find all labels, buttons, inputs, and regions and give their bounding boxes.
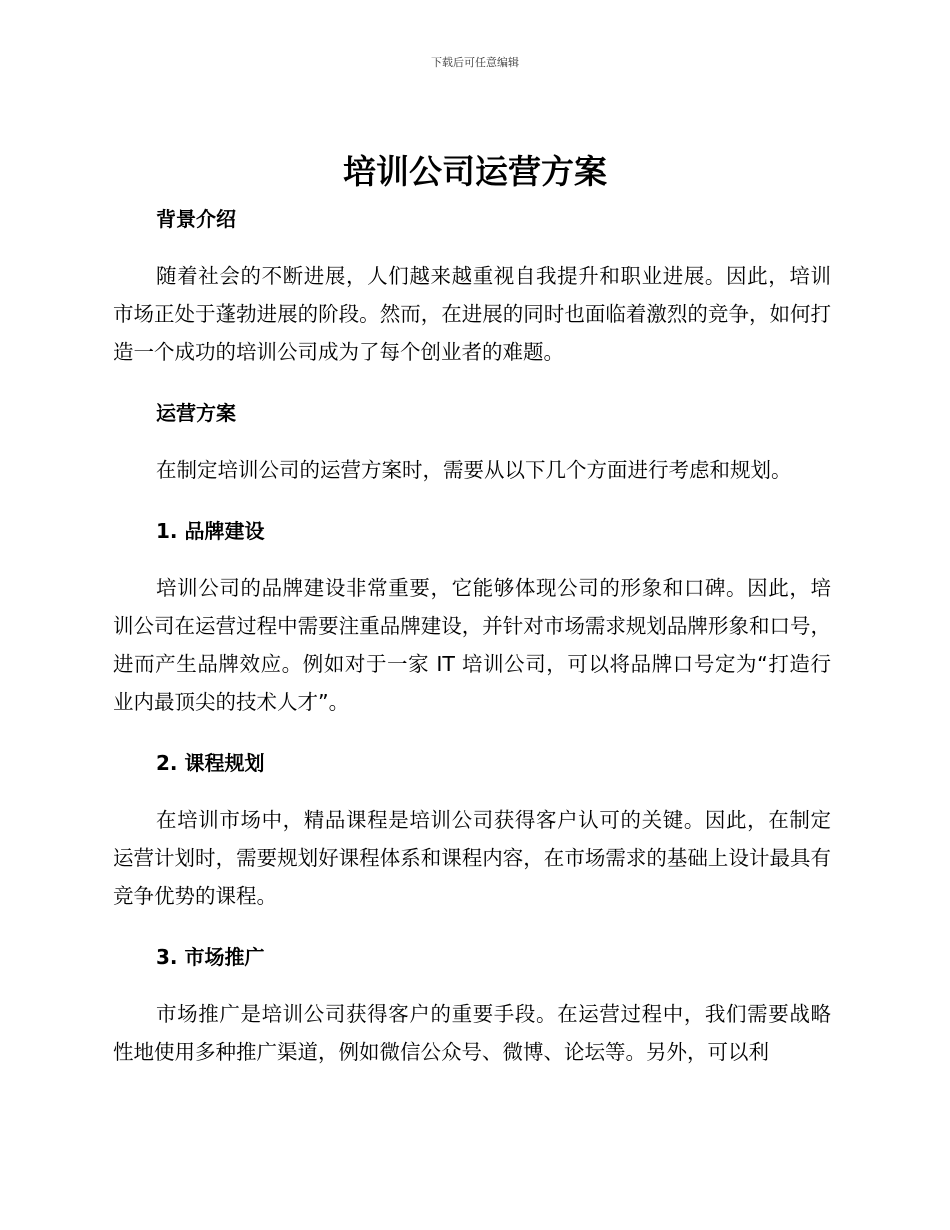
section-heading-marketing: 3. 市场推广	[156, 945, 265, 969]
paragraph-background: 随着社会的不断进展，人们越来越重视自我提升和职业进展。因此，培训市场正处于蓬勃进展的阶段。然而，在进展的同时也面临着激烈的竞争，如何打造一个成功的培训公司成为了每个创业者的难题。	[113, 264, 831, 364]
document-title: 培训公司运营方案	[343, 152, 607, 191]
page-header-note: 下载后可任意编辑	[431, 56, 519, 69]
section-heading-course: 2. 课程规划	[156, 751, 265, 775]
document-body	[113, 205, 831, 1071]
paragraph-operation: 在制定培训公司的运营方案时，需要从以下几个方面进行考虑和规划。	[156, 458, 792, 482]
paragraph-course: 在培训市场中，精品课程是培训公司获得客户认可的关键。因此，在制定运营计划时，需要规划好课程体系和课程内容，在市场需求的基础上设计最具有竞争优势的课程。	[113, 808, 831, 908]
paragraph-brand: 培训公司的品牌建设非常重要，它能够体现公司的形象和口碑。因此，培训公司在运营过程中需要注重品牌建设，并针对市场需求规划品牌形象和口号，进而产生品牌效应。例如对于一家 IT 培训公司，可以将品牌口号定为“打造行业内最顶尖的技术人才”。	[113, 576, 831, 714]
paragraph-marketing: 市场推广是培训公司获得客户的重要手段。在运营过程中，我们需要战略性地使用多种推广渠道，例如微信公众号、微博、论坛等。另外，可以利	[113, 1002, 831, 1064]
section-heading-brand: 1. 品牌建设	[156, 519, 265, 543]
section-heading-background: 背景介绍	[156, 207, 236, 231]
section-heading-operation: 运营方案	[156, 401, 236, 425]
